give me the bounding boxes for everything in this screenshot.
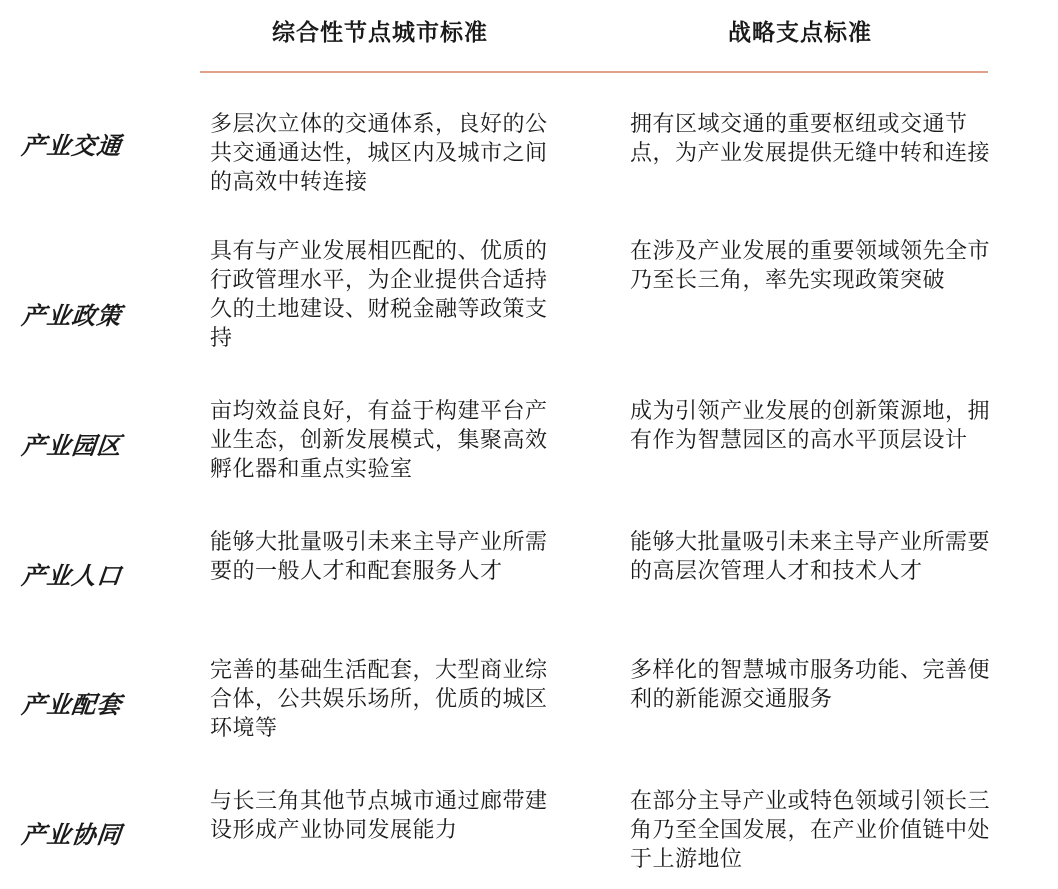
header-divider [200,71,988,73]
cell-park-comprehensive: 亩均效益良好，有益于构建平台产业生态，创新发展模式，集聚高效孵化器和重点实验室 [210,399,548,482]
row-label-park: 产业园区 [20,431,124,460]
header-strategic-pivot: 战略支点标准 [728,20,872,46]
row-label-policy: 产业政策 [20,301,124,330]
row-label-transport: 产业交通 [20,131,124,160]
cell-supporting-comprehensive: 完善的基础生活配套，大型商业综合体，公共娱乐场所，优质的城区环境等 [210,658,548,741]
cell-population-strategic: 能够大批量吸引未来主导产业所需要的高层次管理人才和技术人才 [630,530,991,584]
cell-synergy-strategic: 在部分主导产业或特色领域引领长三角乃至全国发展，在产业价值链中处于上游地位 [630,789,991,872]
cell-policy-strategic: 在涉及产业发展的重要领域领先全市乃至长三角，率先实现政策突破 [630,239,991,293]
row-label-synergy: 产业协同 [20,820,124,849]
cell-synergy-comprehensive: 与长三角其他节点城市通过廊带建设形成产业协同发展能力 [210,789,548,843]
cell-supporting-strategic: 多样化的智慧城市服务功能、完善便利的新能源交通服务 [630,658,991,712]
row-label-supporting: 产业配套 [20,690,124,719]
cell-policy-comprehensive: 具有与产业发展相匹配的、优质的行政管理水平，为企业提供合适持久的土地建设、财税金融等政策支持 [210,239,548,351]
row-label-population: 产业人口 [20,561,124,590]
cell-transport-comprehensive: 多层次立体的交通体系，良好的公共交通通达性，城区内及城市之间的高效中转连接 [210,112,548,195]
cell-transport-strategic: 拥有区域交通的重要枢纽或交通节点，为产业发展提供无缝中转和连接 [630,112,991,166]
header-comprehensive-node-city: 综合性节点城市标准 [272,20,488,46]
cell-population-comprehensive: 能够大批量吸引未来主导产业所需要的一般人才和配套服务人才 [210,530,548,584]
cell-park-strategic: 成为引领产业发展的创新策源地，拥有作为智慧园区的高水平顶层设计 [630,399,991,453]
